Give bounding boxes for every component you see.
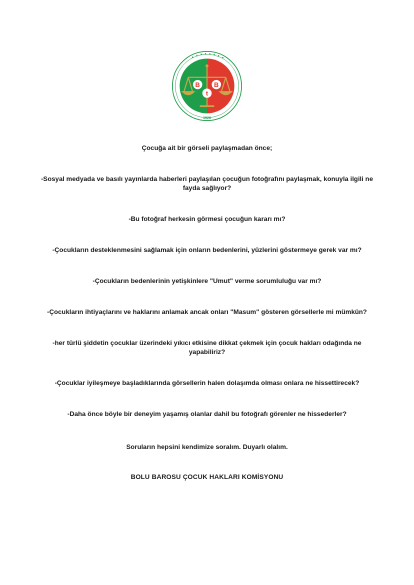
intro-text: Çocuğa ait bir görseli paylaşmadan önce; <box>141 145 273 152</box>
logo-year: 1926 <box>203 116 211 121</box>
bar-association-logo <box>171 50 243 122</box>
question-2: -Bu fotoğraf herkesin görmesi çocuğun kararı mı? <box>128 216 286 223</box>
question-5: -Çocukların ihtiyaçlarını ve haklarını anlamak ancak onları "Masum" gösteren görsellerle mi mümkün? <box>47 309 367 316</box>
question-8: -Daha önce böyle bir deneyim yaşamış olanlar dahil bu fotoğrafı görenler ne hissederler? <box>67 411 347 418</box>
signature: BOLU BAROSU ÇOCUK HAKLARI KOMİSYONU <box>130 474 284 481</box>
logo-letter-right: B <box>214 82 219 90</box>
logo-letter-center: t <box>205 90 209 98</box>
question-3: -Çocukların desteklenmesini sağlamak için onların bedenlerini, yüzlerini göstermeye gerek var mı? <box>52 247 362 254</box>
logo-letter-left: B <box>195 82 200 90</box>
closing-text: Soruların hepsini kendimize soralım. Duyarlı olalım. <box>126 444 288 451</box>
document-body <box>40 144 374 482</box>
question-6: -her türlü şiddetin çocuklar üzerindeki yıkıcı etkisine dikkat çekmek için çocuk hakları odağında ne yapabiliriz? <box>52 340 362 356</box>
question-1: -Sosyal medyada ve basılı yayınlarda haberleri paylaşılan çocuğun fotoğrafını paylaşmak, konuyla ilgili ne fayda sağlıyor? <box>40 176 373 192</box>
question-7: -Çocuklar iyileşmeye başladıklarında görsellerin halen dolaşımda olması onlara ne hissettirecek? <box>54 380 360 387</box>
question-4: -Çocukların bedenlerinin yetişkinlere "Umut" verme sorumluluğu var mı? <box>92 278 322 285</box>
